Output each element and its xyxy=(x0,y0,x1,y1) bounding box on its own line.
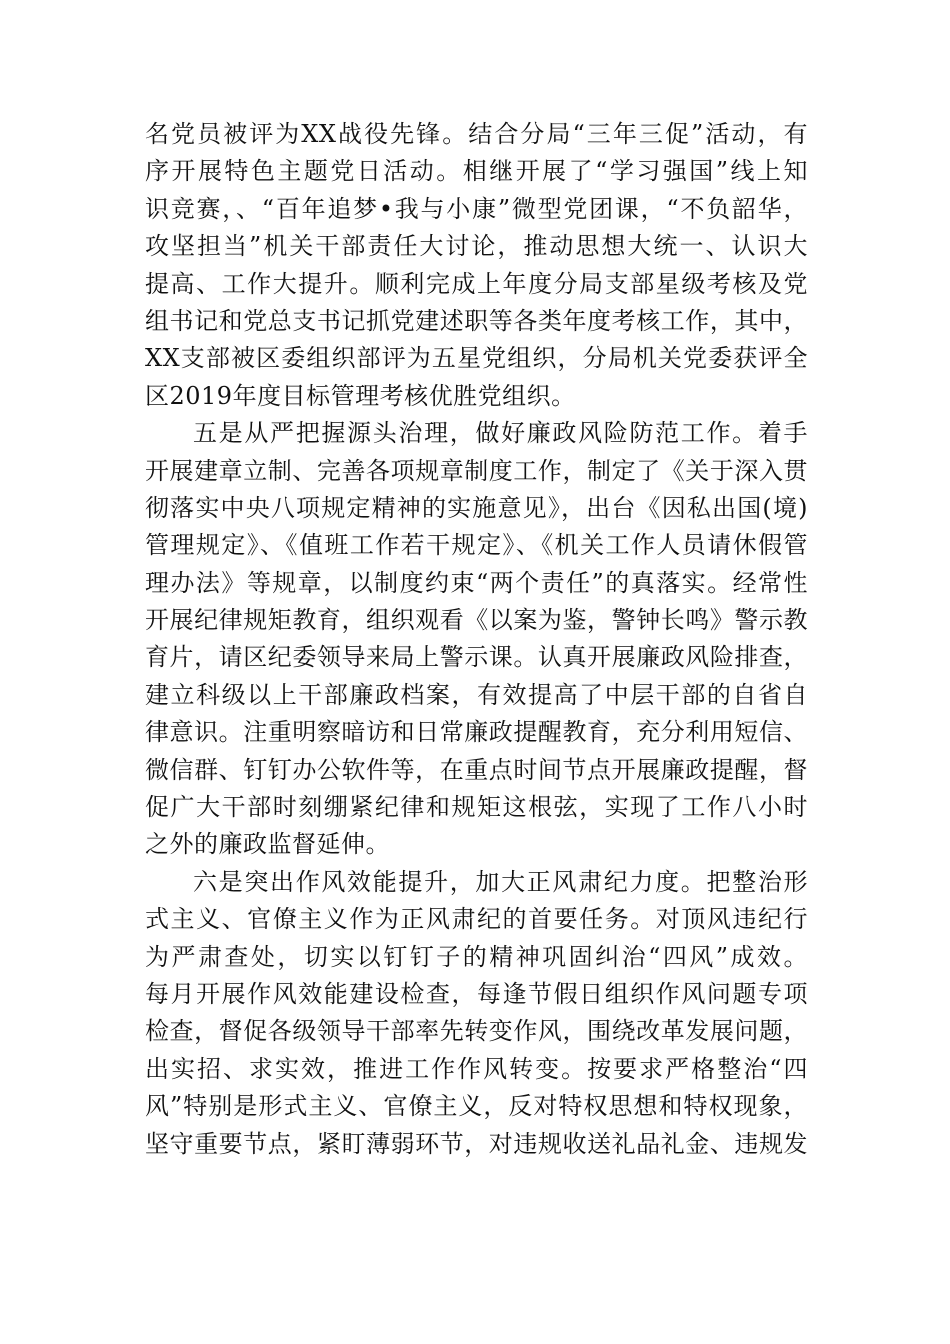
text-line: 彻落实中央八项规定精神的实施意见》，出台《因私出国(境) xyxy=(145,493,808,522)
text-line: XX支部被区委组织部评为五星党组织，分局机关党委获评全 xyxy=(145,344,808,373)
text-line: 律意识。注重明察暗访和日常廉政提醒教育，充分利用短信、 xyxy=(145,718,808,747)
paragraph-six xyxy=(145,864,808,1163)
text-line: 检查，督促各级领导干部率先转变作风，围绕改革发展问题， xyxy=(145,1017,808,1046)
text-line: 每月开展作风效能建设检查，每逢节假日组织作风问题专项 xyxy=(145,979,808,1008)
text-line: 识竞赛，、“百年追梦•我与小康”微型党团课，“不负韶华， xyxy=(145,194,808,223)
text-line: 管理规定》、《值班工作若干规定》、《机关工作人员请休假管 xyxy=(145,531,808,560)
text-line: 理办法》等规章，以制度约束“两个责任”的真落实。经常性 xyxy=(145,568,808,597)
text-line: 开展纪律规矩教育，组织观看《以案为鉴，警钟长鸣》警示教 xyxy=(145,606,808,635)
paragraph-five xyxy=(145,415,808,864)
text-line: 育片，请区纪委领导来局上警示课。认真开展廉政风险排查， xyxy=(145,643,808,672)
text-line: 序开展特色主题党日活动。相继开展了“学习强国”线上知 xyxy=(145,157,808,186)
text-line: 风”特别是形式主义、官僚主义，反对特权思想和特权现象， xyxy=(145,1092,808,1121)
text-line: 坚守重要节点，紧盯薄弱环节，对违规收送礼品礼金、违规发 xyxy=(145,1129,808,1158)
text-line-first: 六是突出作风效能提升，加大正风肃纪力度。把整治形 xyxy=(193,867,808,896)
text-line: 促广大干部时刻绷紧纪律和规矩这根弦，实现了工作八小时 xyxy=(145,793,808,822)
document-page xyxy=(145,116,808,1163)
text-line: 名党员被评为XX战役先锋。结合分局“三年三促”活动，有 xyxy=(145,120,808,148)
text-line: 建立科级以上干部廉政档案，有效提高了中层干部的自省自 xyxy=(145,680,808,709)
paragraph-continued xyxy=(145,116,808,415)
text-line: 组书记和党总支书记抓党建述职等各类年度考核工作，其中， xyxy=(145,306,808,335)
text-line: 开展建章立制、完善各项规章制度工作，制定了《关于深入贯 xyxy=(145,456,808,485)
text-line: 攻坚担当”机关干部责任大讨论，推动思想大统一、认识大 xyxy=(145,232,808,261)
text-line: 式主义、官僚主义作为正风肃纪的首要任务。对顶风违纪行 xyxy=(145,905,808,934)
text-line-last: 区2019年度目标管理考核优胜党组织。 xyxy=(145,381,576,410)
text-line: 提高、工作大提升。顺利完成上年度分局支部星级考核及党 xyxy=(145,269,808,298)
text-line-last: 之外的廉政监督延伸。 xyxy=(145,830,390,859)
text-line: 出实招、求实效，推进工作作风转变。按要求严格整治“四 xyxy=(145,1054,808,1083)
text-line: 微信群、钉钉办公软件等，在重点时间节点开展廉政提醒，督 xyxy=(145,755,808,784)
text-line-first: 五是从严把握源头治理，做好廉政风险防范工作。着手 xyxy=(193,419,808,448)
text-line: 为严肃查处，切实以钉钉子的精神巩固纠治“四风”成效。 xyxy=(145,942,808,971)
